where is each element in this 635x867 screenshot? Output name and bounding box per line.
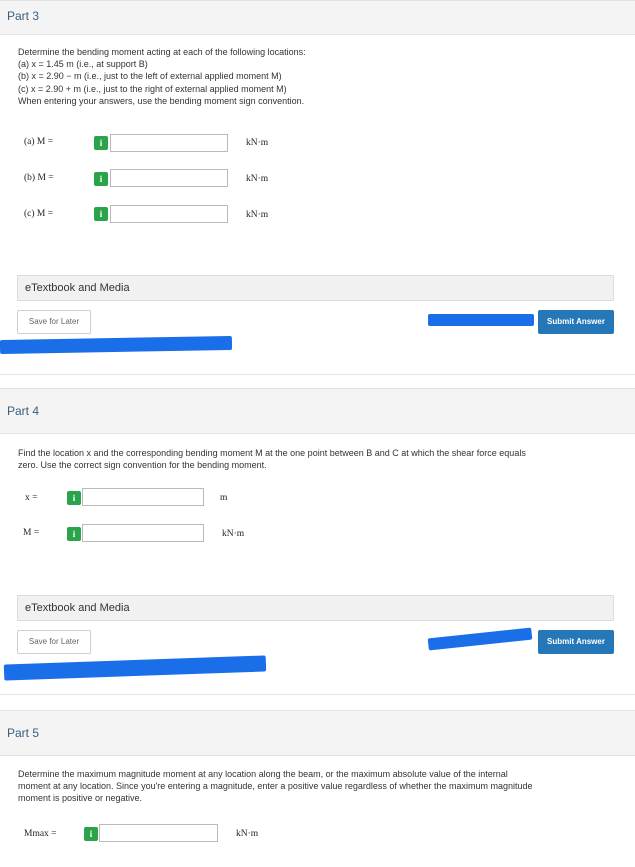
part5-prompt-line: moment is positive or negative.: [18, 793, 143, 804]
unit-mmax: kN·m: [236, 829, 259, 839]
redaction: [428, 628, 533, 651]
part4-prompt-line: zero. Use the correct sign convention for the bending moment.: [18, 460, 267, 471]
info-icon[interactable]: i: [94, 136, 108, 150]
part3-prompt: [18, 46, 618, 107]
part4-header: [0, 388, 635, 434]
part3-title: Part 3: [7, 9, 40, 23]
unit-c: kN·m: [246, 210, 269, 220]
info-icon[interactable]: i: [94, 207, 108, 221]
unit-x: m: [220, 493, 228, 503]
part3-row-c-label: (c) M =: [24, 209, 54, 219]
save-for-later-button[interactable]: Save for Later: [17, 310, 91, 334]
redaction: [4, 655, 266, 680]
part5-header: [0, 710, 635, 756]
part4-row-m-label: M =: [23, 528, 40, 538]
answer-input-a[interactable]: [110, 134, 228, 152]
save-for-later-button[interactable]: Save for Later: [17, 630, 91, 654]
part5-prompt-line: Determine the maximum magnitude moment at any location along the beam, or the maximum absolute value of the internal: [18, 769, 508, 779]
part3-prompt-line: Determine the bending moment acting at each of the following locations:: [18, 47, 306, 57]
unit-a: kN·m: [246, 138, 269, 148]
etextbook-media-bar[interactable]: eTextbook and Media: [17, 275, 614, 301]
redaction: [428, 314, 534, 326]
part4-row-x-label: x =: [25, 493, 38, 503]
answer-input-x[interactable]: [82, 488, 204, 506]
divider: [0, 694, 635, 695]
part5-row-mmax-label: Mmax =: [24, 829, 57, 839]
info-icon[interactable]: i: [67, 491, 81, 505]
part5-prompt-line: moment at any location. Since you're entering a magnitude, enter a positive value regardless of whether the maximum magnitude: [18, 781, 533, 792]
answer-input-mmax[interactable]: [99, 824, 218, 842]
part4-prompt-line: Find the location x and the corresponding bending moment M at the one point between B and C at which the shear force equals: [18, 448, 526, 458]
info-icon[interactable]: i: [84, 827, 98, 841]
part3-row-b-label: (b) M =: [24, 173, 54, 183]
etextbook-media-bar[interactable]: eTextbook and Media: [17, 595, 614, 621]
part5-prompt: [18, 768, 623, 805]
answer-input-c[interactable]: [110, 205, 228, 223]
part4-prompt: [18, 447, 623, 471]
redaction: [0, 336, 232, 354]
part3-prompt-line: (a) x = 1.45 m (i.e., at support B): [18, 59, 148, 70]
part3-header: [0, 0, 635, 35]
part3-row-a-label: (a) M =: [24, 137, 54, 147]
unit-m: kN·m: [222, 529, 245, 539]
answer-input-m[interactable]: [82, 524, 204, 542]
submit-answer-button[interactable]: Submit Answer: [538, 630, 614, 654]
part3-prompt-line: (c) x = 2.90 + m (i.e., just to the right of external applied moment M): [18, 83, 287, 94]
info-icon[interactable]: i: [94, 172, 108, 186]
divider: [0, 374, 635, 375]
part3-prompt-line: (b) x = 2.90 − m (i.e., just to the left of external applied moment M): [18, 71, 282, 82]
submit-answer-button[interactable]: Submit Answer: [538, 310, 614, 334]
unit-b: kN·m: [246, 174, 269, 184]
part4-title: Part 4: [7, 404, 40, 418]
info-icon[interactable]: i: [67, 527, 81, 541]
answer-input-b[interactable]: [110, 169, 228, 187]
part5-title: Part 5: [7, 726, 40, 740]
part3-prompt-line: When entering your answers, use the bending moment sign convention.: [18, 95, 305, 106]
